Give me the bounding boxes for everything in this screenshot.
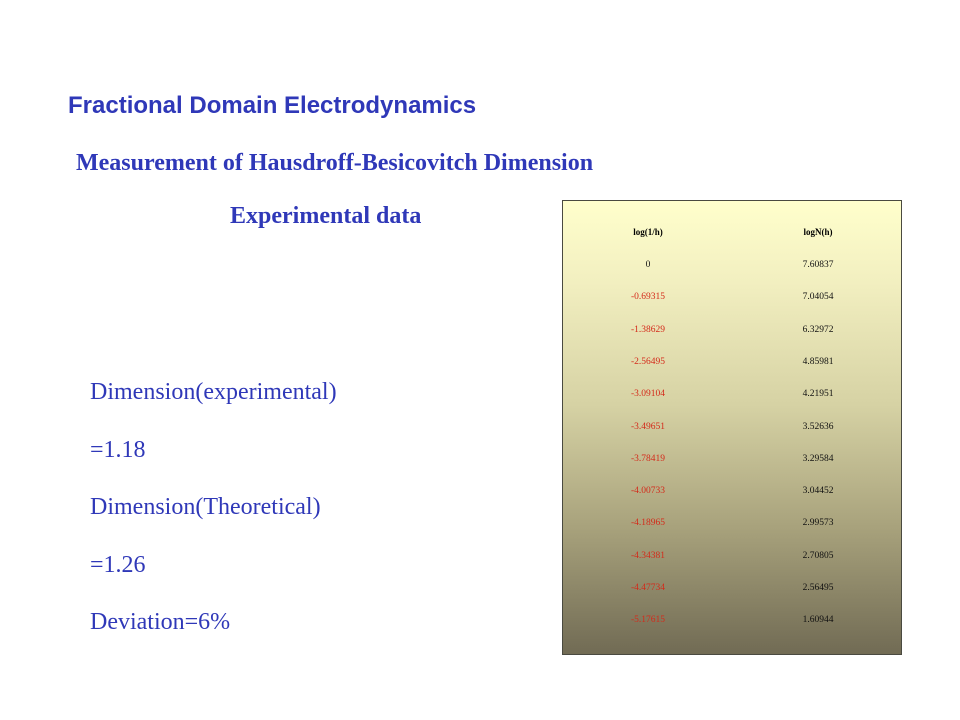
log-n-h-cell: 4.21951 (802, 389, 834, 400)
deviation-value: Deviation=6% (90, 609, 231, 636)
experimental-data-label: Experimental data (230, 203, 422, 229)
log-inverse-h-cell: -2.56495 (630, 356, 666, 367)
log-inverse-h-cell: -5.17615 (630, 615, 666, 626)
log-inverse-h-cell: -4.18965 (630, 518, 666, 529)
log-n-h-cell: 2.56495 (802, 583, 834, 593)
table-row (563, 290, 901, 304)
table-row (563, 420, 901, 434)
slide-subtitle: Measurement of Hausdroff-Besicovitch Dimension (76, 150, 594, 176)
table-header (563, 227, 901, 241)
table-row (563, 613, 901, 627)
table-row (563, 258, 901, 272)
log-inverse-h-cell: -3.49651 (630, 421, 666, 432)
data-table (562, 200, 902, 655)
log-n-h-cell: 2.70805 (802, 550, 834, 561)
log-inverse-h-cell: -4.34381 (630, 550, 666, 561)
log-inverse-h-cell: -4.00733 (630, 486, 666, 497)
table-row (563, 387, 901, 401)
log-inverse-h-cell: -3.78419 (630, 453, 666, 464)
log-n-h-cell: 2.99573 (802, 518, 834, 529)
slide-title: Fractional Domain Electrodynamics (68, 92, 477, 119)
log-inverse-h-cell: -4.47734 (630, 583, 666, 593)
log-n-h-cell: 3.04452 (802, 486, 834, 497)
table-row (563, 516, 901, 530)
log-n-h-cell: 7.60837 (802, 260, 834, 270)
theoretical-dimension-value: =1.26 (90, 551, 146, 578)
table-row (563, 549, 901, 563)
log-inverse-h-cell: -1.38629 (630, 324, 666, 335)
table-row (563, 581, 901, 595)
table-row (563, 484, 901, 498)
log-n-h-cell: 3.52636 (802, 421, 834, 432)
log-n-h-cell: 6.32972 (802, 324, 834, 335)
table-row (563, 323, 901, 337)
log-inverse-h-cell: 0 (645, 260, 651, 270)
header-log-n-h: logN(h) (803, 227, 833, 237)
log-inverse-h-cell: -3.09104 (630, 389, 666, 400)
experimental-dimension-label: Dimension(experimental) (90, 379, 337, 405)
log-n-h-cell: 4.85981 (802, 356, 834, 367)
results-block (90, 374, 337, 662)
table-row (563, 452, 901, 466)
table-row (563, 355, 901, 369)
log-inverse-h-cell: -0.69315 (630, 292, 666, 303)
log-n-h-cell: 1.60944 (802, 615, 834, 626)
log-n-h-cell: 7.04054 (802, 292, 834, 303)
experimental-dimension-value: =1.18 (90, 436, 146, 463)
header-log-inverse-h: log(1/h) (633, 227, 663, 237)
theoretical-dimension-label: Dimension(Theoretical) (90, 494, 321, 521)
log-n-h-cell: 3.29584 (802, 453, 834, 464)
